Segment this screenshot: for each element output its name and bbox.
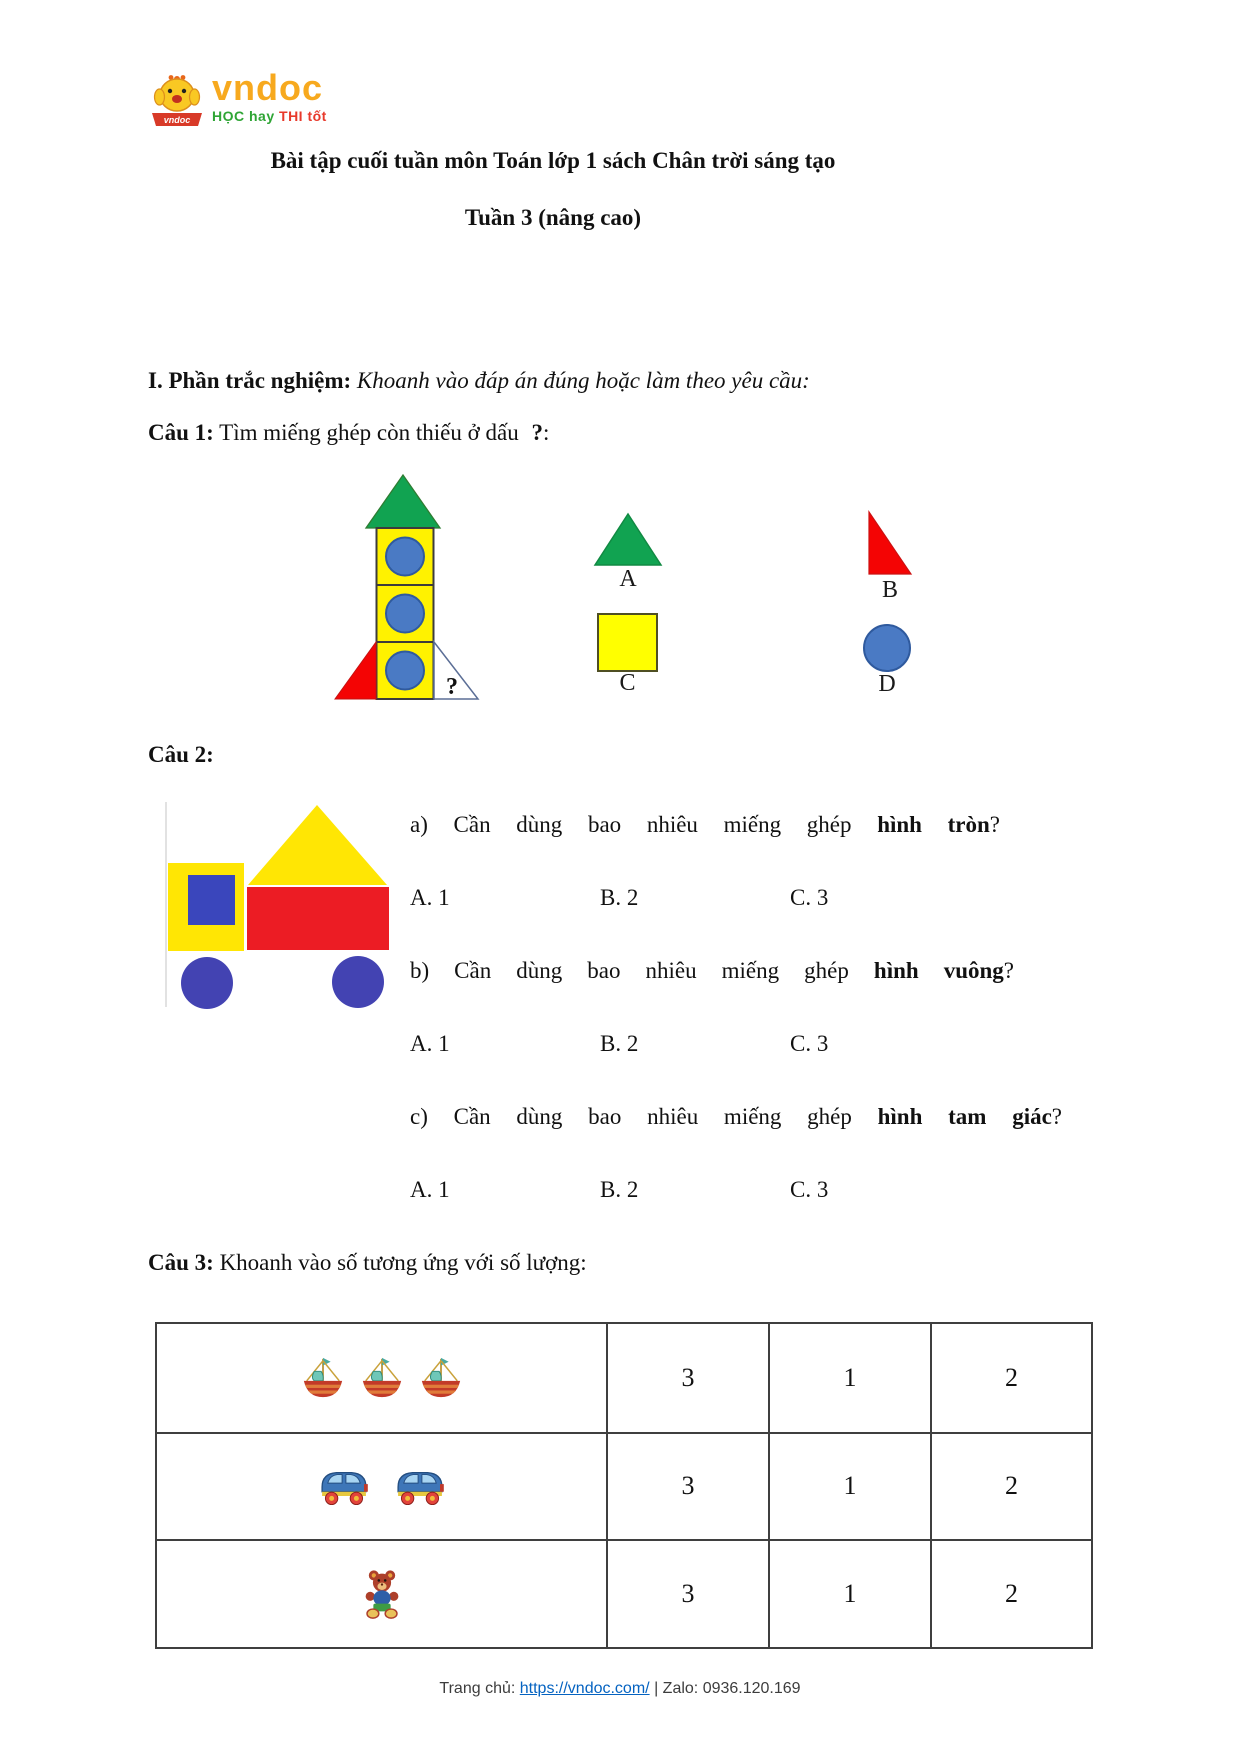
- missing-mark-text: ?: [446, 674, 458, 700]
- q2-part-a-options: [410, 883, 1010, 913]
- q2-part-a-suffix: ?: [989, 812, 1001, 837]
- yellow-square-icon: [597, 613, 658, 672]
- item-cell-teddy: [157, 1539, 606, 1647]
- q2-part-a-bold: hình tròn: [877, 812, 990, 837]
- figure-rocket: [300, 457, 510, 707]
- option-c3[interactable]: C. 3: [790, 885, 829, 910]
- q2-part-c-question: [410, 1102, 1062, 1132]
- section-1-heading: [148, 366, 810, 396]
- q2-part-c-options: [410, 1175, 1010, 1205]
- logo-tagline-green: HỌC hay: [212, 108, 275, 124]
- item-cell-cars: [157, 1432, 606, 1540]
- q2-part-b-options: [410, 1029, 1010, 1059]
- q2-part-c-prefix: c) Cần dùng bao nhiêu miếng ghép: [410, 1104, 852, 1129]
- choice-cell[interactable]: 1: [768, 1539, 930, 1647]
- question-1: [148, 418, 549, 448]
- rocket-top-triangle: [366, 475, 440, 528]
- choice-cell[interactable]: 1: [768, 1432, 930, 1540]
- section-1-label: I. Phần trắc nghiệm:: [148, 368, 352, 393]
- choice-cell[interactable]: 3: [606, 1324, 768, 1432]
- question-1-mark: ?: [531, 420, 544, 445]
- figure-truck: [160, 797, 395, 1012]
- rocket-window-circle-2: [386, 595, 424, 633]
- page-footer: [0, 1680, 1240, 1698]
- section-1-instruction: Khoanh vào đáp án đúng hoặc làm theo yêu cầu:: [356, 368, 810, 393]
- option-c3[interactable]: C. 3: [790, 1177, 829, 1202]
- footer-separator: |: [654, 1680, 659, 1697]
- q1-option-c-label: C: [619, 670, 636, 696]
- q2-part-b-question: [410, 956, 1014, 986]
- car-icon: [315, 1466, 373, 1506]
- car-icon: [391, 1466, 449, 1506]
- homepage-link[interactable]: https://vndoc.com/: [519, 1680, 650, 1697]
- rocket-left-fin: [335, 642, 376, 699]
- choice-cell[interactable]: 2: [930, 1539, 1091, 1647]
- q2-part-c-bold: hình tam giác: [877, 1104, 1052, 1129]
- footer-zalo: Zalo: 0936.120.169: [662, 1680, 801, 1697]
- option-a1[interactable]: A. 1: [410, 1031, 450, 1056]
- truck-wheel-left: [181, 957, 233, 1009]
- option-c3[interactable]: C. 3: [790, 1031, 829, 1056]
- boat-icon: [300, 1355, 346, 1401]
- q2-part-c-suffix: ?: [1051, 1104, 1063, 1129]
- question-1-label: Câu 1:: [148, 420, 214, 445]
- option-a1[interactable]: A. 1: [410, 885, 450, 910]
- logo-wordmark: [212, 67, 327, 124]
- option-b2[interactable]: B. 2: [600, 1031, 639, 1056]
- question-3-label: Câu 3:: [148, 1250, 214, 1275]
- vndoc-logo: [150, 67, 327, 130]
- question-3-text: Khoanh vào số tương ứng với số lượng:: [219, 1250, 587, 1275]
- q1-option-a-label: A: [619, 566, 637, 592]
- logo-tagline-red: THI tốt: [279, 108, 327, 124]
- green-triangle-icon: [593, 512, 663, 567]
- q2-part-a-prefix: a) Cần dùng bao nhiêu miếng ghép: [410, 812, 852, 837]
- truck-bed-rectangle: [247, 887, 389, 950]
- q1-option-b-label: B: [881, 577, 898, 603]
- choice-cell[interactable]: 1: [768, 1324, 930, 1432]
- teddy-bear-icon: [362, 1568, 402, 1621]
- rocket-window-circle-1: [386, 538, 424, 576]
- vndoc-mascot-icon: [150, 70, 204, 130]
- doc-title-line1: Bài tập cuối tuần môn Toán lớp 1 sách Chân trời sáng tạo: [270, 148, 836, 173]
- red-right-triangle-icon: [867, 510, 913, 576]
- footer-prefix: Trang chủ:: [439, 1680, 516, 1697]
- logo-banner-text: vndoc: [163, 115, 191, 125]
- choice-cell[interactable]: 3: [606, 1539, 768, 1647]
- choice-cell[interactable]: 2: [930, 1324, 1091, 1432]
- option-b2[interactable]: B. 2: [600, 885, 639, 910]
- item-cell-boats: [157, 1324, 606, 1432]
- rocket-window-circle-3: [386, 652, 424, 690]
- logo-tagline: [212, 108, 327, 124]
- option-b2[interactable]: B. 2: [600, 1177, 639, 1202]
- q2-part-b-suffix: ?: [1003, 958, 1014, 983]
- option-a1[interactable]: A. 1: [410, 1177, 450, 1202]
- boat-icon: [418, 1355, 464, 1401]
- question-3: [148, 1248, 587, 1278]
- choice-cell[interactable]: 3: [606, 1432, 768, 1540]
- q2-part-b-bold: hình vuông: [873, 958, 1004, 983]
- truck-wheel-right: [332, 956, 384, 1008]
- q2-part-a-question: [410, 810, 1000, 840]
- question-2-label: Câu 2:: [148, 742, 214, 767]
- doc-title-line2: Tuần 3 (nâng cao): [464, 205, 642, 230]
- boat-icon: [359, 1355, 405, 1401]
- question-1-text: Tìm miếng ghép còn thiếu ở dấu: [219, 420, 519, 445]
- logo-brand: vndoc: [212, 67, 324, 108]
- q1-option-d-label: D: [878, 671, 896, 697]
- choice-cell[interactable]: 2: [930, 1432, 1091, 1540]
- truck-load-triangle: [248, 805, 387, 885]
- q2-part-b-prefix: b) Cần dùng bao nhiêu miếng ghép: [410, 958, 849, 983]
- figure-edge-line: [165, 802, 167, 1007]
- truck-window-square: [188, 875, 235, 925]
- question-1-colon: :: [543, 420, 550, 445]
- blue-circle-icon: [863, 624, 911, 672]
- quantity-table: [155, 1322, 1093, 1649]
